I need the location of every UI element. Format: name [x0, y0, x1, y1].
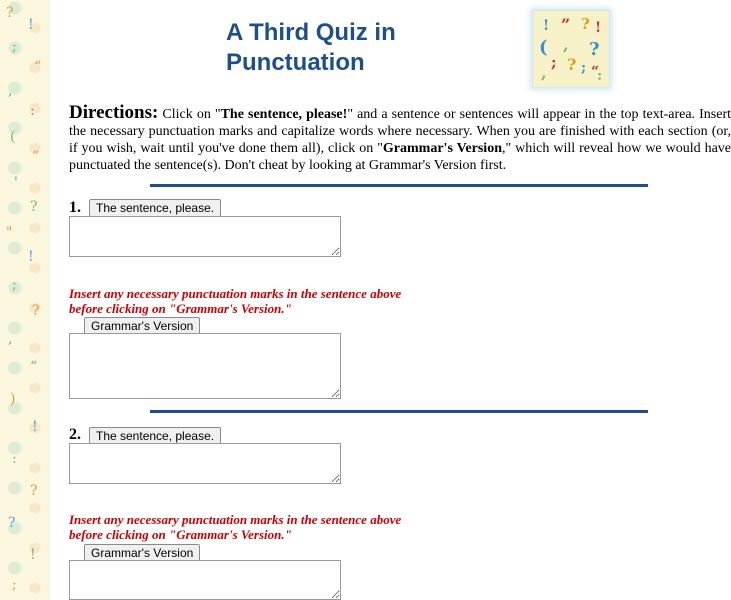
punctuation-glyph: "	[6, 225, 13, 241]
punctuation-glyph: ,	[8, 331, 13, 347]
grammar-version-button-2[interactable]: Grammar's Version	[84, 544, 200, 562]
sentence-button-1[interactable]: The sentence, please.	[89, 199, 221, 217]
punctuation-border-decoration	[0, 0, 50, 600]
punctuation-logo-image	[532, 10, 610, 88]
punctuation-glyph: !	[32, 419, 38, 435]
punctuation-glyph: ;	[12, 577, 17, 593]
directions-text: Click on "	[158, 107, 221, 122]
punctuation-glyph: ;	[12, 277, 17, 293]
instruction-line: Insert any necessary punctuation marks in the sentence above	[69, 512, 402, 527]
punctuation-glyph: ?	[32, 303, 40, 319]
punctuation-glyph: !	[28, 17, 34, 33]
punctuation-glyph: ?	[30, 483, 38, 499]
logo-glyph: ?	[567, 55, 577, 74]
logo-glyph: ”	[561, 15, 571, 34]
punctuation-glyph: ,	[8, 83, 13, 99]
logo-glyph: !	[595, 20, 602, 36]
logo-glyph: ,	[541, 63, 547, 82]
punctuation-glyph: !	[28, 249, 34, 265]
punctuation-glyph: '	[14, 175, 18, 191]
punctuation-glyph: ?	[8, 515, 16, 531]
directions-text: ," which will reveal how we would have punctuated the sentence(s). Don't cheat by looking at Grammar's Version first.	[69, 141, 731, 173]
page-title	[226, 18, 486, 78]
instruction-line: before clicking on "Grammar's Version."	[69, 301, 292, 316]
directions-paragraph	[69, 104, 731, 174]
punctuation-glyph: (	[10, 129, 16, 145]
grammar-version-textarea-2[interactable]	[69, 560, 341, 600]
punctuation-glyph: )	[10, 391, 16, 407]
punctuation-glyph: “	[30, 359, 38, 375]
instruction-text-2	[69, 512, 409, 542]
instruction-line: before clicking on "Grammar's Version."	[69, 527, 292, 542]
grammar-version-textarea-1[interactable]	[69, 333, 341, 399]
logo-glyph: ?	[589, 39, 600, 60]
sentence-textarea-1[interactable]	[69, 216, 341, 257]
logo-glyph: (	[539, 37, 548, 58]
page-title-line-1: A Third Quiz in	[226, 19, 396, 46]
logo-glyph: “	[591, 64, 600, 80]
punctuation-glyph: ;	[12, 39, 17, 55]
punctuation-glyph: ”	[32, 149, 40, 165]
section-divider	[150, 410, 648, 413]
instruction-text-1	[69, 286, 409, 316]
directions-grammar-label: Grammar's Version	[382, 141, 502, 156]
page-title-line-2: Punctuation	[226, 49, 365, 76]
question-number-2: 2.	[69, 426, 81, 443]
logo-glyph: !	[543, 18, 550, 34]
punctuation-glyph: !	[30, 547, 36, 563]
punctuation-glyph: ?	[6, 5, 14, 21]
punctuation-glyph: :	[12, 451, 17, 467]
directions-sentence-label: The sentence, please!	[220, 107, 348, 122]
logo-glyph: ;	[581, 60, 587, 76]
logo-glyph: ?	[581, 15, 590, 33]
punctuation-glyph: ?	[30, 199, 38, 215]
punctuation-glyph: “	[34, 59, 42, 75]
instruction-line: Insert any necessary punctuation marks in the sentence above	[69, 286, 402, 301]
logo-glyph: ,	[563, 35, 569, 54]
grammar-version-button-1[interactable]: Grammar's Version	[84, 317, 200, 335]
logo-glyph: :	[597, 68, 603, 84]
sentence-textarea-2[interactable]	[69, 443, 341, 484]
logo-glyph: ;	[551, 53, 557, 71]
punctuation-glyph: :	[30, 103, 35, 119]
directions-text: " and a sentence or sentences will appear in the top text-area. Insert the necessary punctuation marks and capitalize words where necessary. When you are finished with each section (or, if you wish, wait until you've done them all), click on "	[69, 107, 731, 156]
directions-label: Directions:	[69, 102, 159, 123]
section-divider	[150, 184, 648, 187]
question-number-1: 1.	[69, 199, 81, 216]
sentence-button-2[interactable]: The sentence, please.	[89, 427, 221, 445]
